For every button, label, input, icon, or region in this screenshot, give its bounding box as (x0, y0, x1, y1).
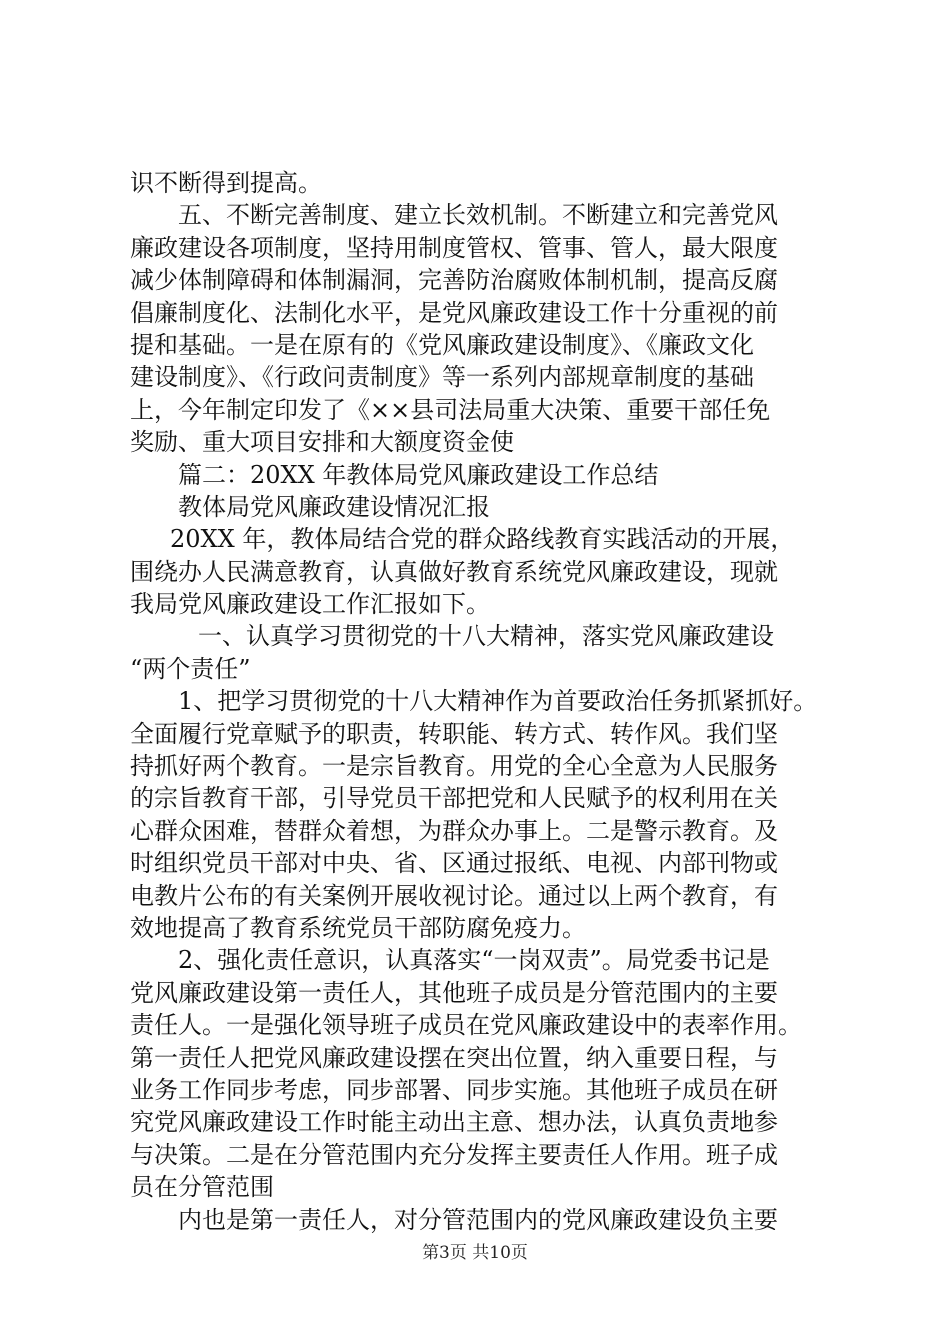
text-line: 与决策。二是在分管范围内充分发挥主要责任人作用。班子成 (130, 1140, 778, 1169)
text-line: 持抓好两个教育。一是宗旨教育。用党的全心全意为人民服务 (130, 752, 778, 781)
text-line: 时组织党员干部对中央、省、区通过报纸、电视、内部刊物或 (130, 849, 778, 878)
text-line: 五、不断完善制度、建立长效机制。不断建立和完善党风 (178, 201, 778, 230)
text-line: 电教片公布的有关案例开展收视讨论。通过以上两个教育，有 (130, 881, 778, 910)
section-heading: 篇二：20XX 年教体局党风廉政建设工作总结 (178, 460, 659, 489)
report-title: 教体局党风廉政建设情况汇报 (178, 492, 490, 521)
text-line: 心群众困难，替群众着想，为群众办事上。二是警示教育。及 (130, 816, 778, 845)
text-line: 全面履行党章赋予的职责，转职能、转方式、转作风。我们坚 (130, 719, 778, 748)
text-line: 识不断得到提高。 (130, 169, 322, 197)
text-line: 倡廉制度化、法制化水平，是党风廉政建设工作十分重视的前 (130, 298, 778, 327)
page-number-footer: 第3页 共10页 (422, 1243, 528, 1263)
text-line: 我局党风廉政建设工作汇报如下。 (130, 590, 490, 619)
text-line: 第一责任人把党风廉政建设摆在突出位置，纳入重要日程，与 (130, 1043, 778, 1072)
text-line: 建设制度》、《行政问责制度》等一系列内部规章制度的基础 (130, 363, 754, 392)
text-line: 2、强化责任意识，认真落实“一岗双责”。局党委书记是 (178, 946, 770, 975)
text-line: 究党风廉政建设工作时能主动出主意、想办法，认真负责地参 (130, 1108, 778, 1137)
text-line: 廉政建设各项制度，坚持用制度管权、管事、管人，最大限度 (130, 233, 778, 262)
body-text (130, 167, 846, 1236)
text-line: “两个责任” (130, 654, 251, 683)
text-line: 责任人。一是强化领导班子成员在党风廉政建设中的表率作用。 (130, 1011, 802, 1040)
text-line: 上，今年制定印发了《××县司法局重大决策、重要干部任免 (130, 395, 771, 424)
text-line: 内也是第一责任人，对分管范围内的党风廉政建设负主要 (178, 1205, 778, 1234)
text-line: 1、把学习贯彻党的十八大精神作为首要政治任务抓紧抓好。 (178, 687, 818, 716)
text-line: 围绕办人民满意教育，认真做好教育系统党风廉政建设，现就 (130, 557, 778, 586)
text-line: 减少体制障碍和体制漏洞，完善防治腐败体制机制，提高反腐 (130, 266, 778, 295)
text-line: 提和基础。一是在原有的《党风廉政建设制度》、《廉政文化 (130, 330, 754, 359)
text-line: 效地提高了教育系统党员干部防腐免疫力。 (130, 913, 586, 942)
text-line: 业务工作同步考虑，同步部署、同步实施。其他班子成员在研 (130, 1075, 778, 1104)
text-line: 奖励、重大项目安排和大额度资金使 (130, 428, 514, 457)
text-line: 党风廉政建设第一责任人，其他班子成员是分管范围内的主要 (130, 978, 778, 1007)
text-line: 的宗旨教育干部，引导党员干部把党和人民赋予的权利用在关 (130, 784, 778, 813)
text-line: 20XX 年，教体局结合党的群众路线教育实践活动的开展， (170, 525, 795, 554)
text-line: 员在分管范围 (130, 1173, 274, 1202)
subsection-heading: 一、认真学习贯彻党的十八大精神，落实党风廉政建设 (198, 622, 774, 651)
